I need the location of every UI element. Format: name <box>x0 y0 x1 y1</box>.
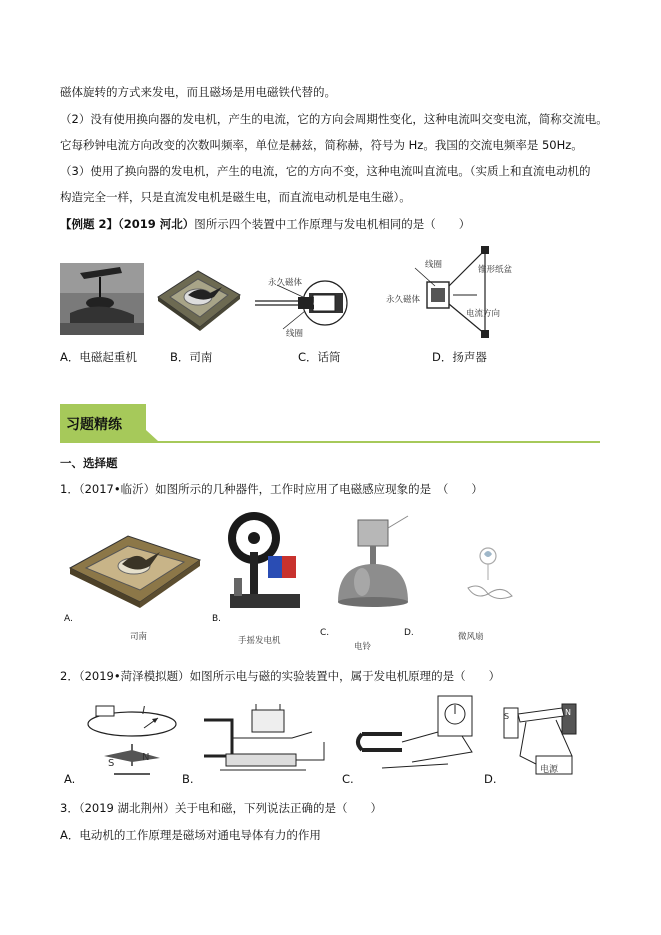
mic-coil-label: 线圈 <box>286 329 304 339</box>
example2-source: （2019 河北） <box>118 217 195 231</box>
paragraph-3: 它每秒钟电流方向改变的次数叫频率，单位是赫兹，简称赫，符号为 Hz。我国的交流电频率是 50Hz。 <box>60 138 583 152</box>
q2-s-label: S <box>108 758 115 769</box>
sinan-compass-image <box>148 265 243 335</box>
q1-caption-d: 微风扇 <box>458 632 484 642</box>
electromagnetic-crane-image <box>60 263 144 335</box>
q2-d-n-label: N <box>565 708 571 717</box>
q1-letter-c: C. <box>320 628 330 638</box>
section-subtitle: 一、选择题 <box>60 456 118 470</box>
speaker-coil-label: 线圈 <box>425 260 443 270</box>
q2-letter-d: D. <box>484 772 497 786</box>
q1-caption-c: 电铃 <box>354 642 372 652</box>
speaker-magnet-label: 永久磁体 <box>386 295 421 305</box>
breeze-fan-image <box>458 544 538 614</box>
paragraph-1: 磁体旋转的方式来发电，而且磁场是用电磁铁代替的。 <box>60 85 336 99</box>
q3-option-a: A．电动机的工作原理是磁场对通电导体有力的作用 <box>60 828 321 842</box>
example2-option-c: C．话筒 <box>298 350 341 364</box>
q2-letter-a: A. <box>64 772 76 786</box>
q2-stem: 2．（2019•菏泽模拟题）如图所示电与磁的实验装置中，属于发电机原理的是（ ） <box>60 669 501 683</box>
q1-compass-image <box>64 516 204 608</box>
paragraph-5: 构造完全一样，只是直流发电机是磁生电，而直流电动机是电生磁）。 <box>60 190 411 204</box>
q1-letter-a: A. <box>64 614 73 624</box>
section-title: 习题精练 <box>66 417 122 433</box>
q2-generator-diagram <box>352 692 482 782</box>
mic-magnet-label: 永久磁体 <box>268 278 303 288</box>
example2-label: 【例题 2】 <box>60 217 119 231</box>
q2-letter-b: B. <box>182 772 194 786</box>
paragraph-4: （3）使用了换向器的发电机，产生的电流，它的方向不变，这种电流叫直流电。（实质上和直流电动机的 <box>60 164 591 178</box>
section-header <box>60 404 146 442</box>
q2-letter-c: C. <box>342 772 354 786</box>
q2-n-label: N <box>142 752 150 763</box>
q1-stem: 1．（2017•临沂）如图所示的几种器件，工作时应用了电磁感应现象的是 （ ） <box>60 482 483 496</box>
section-header-triangle <box>146 430 158 441</box>
electric-bell-image <box>330 512 410 612</box>
q2-power-label: 电源 <box>540 765 559 775</box>
paragraph-2: （2）没有使用换向器的发电机，产生的电流，它的方向会周期性变化，这种电流叫交变电流，简称交流电。 <box>60 112 608 126</box>
q1-caption-a: 司南 <box>130 632 148 642</box>
q2-current-label: I <box>142 704 146 717</box>
loudspeaker-diagram <box>385 242 513 340</box>
speaker-cone-label: 锥形纸盆 <box>478 265 513 275</box>
example2-stem: 图所示四个装置中工作原理与发电机相同的是（ ） <box>194 217 471 231</box>
hand-crank-generator-image <box>224 508 308 616</box>
q2-oersted-diagram <box>84 700 184 780</box>
section-divider <box>60 441 600 443</box>
q1-letter-d: D. <box>404 628 414 638</box>
example2-option-d: D．扬声器 <box>432 350 487 364</box>
example2-option-a: A．电磁起重机 <box>60 350 137 364</box>
q2-d-s-label: S <box>504 712 510 721</box>
speaker-current-label: 电流方向 <box>466 309 501 319</box>
q2-motor-diagram <box>196 700 336 785</box>
q1-caption-b: 手摇发电机 <box>238 636 281 646</box>
example2-question <box>60 216 470 232</box>
q1-letter-b: B. <box>212 614 222 624</box>
mic-membrane-label: 膜片 <box>313 297 329 306</box>
q3-stem: 3．（2019 湖北荆州）关于电和磁，下列说法正确的是（ ） <box>60 801 382 815</box>
example2-option-b: B．司南 <box>170 350 213 364</box>
